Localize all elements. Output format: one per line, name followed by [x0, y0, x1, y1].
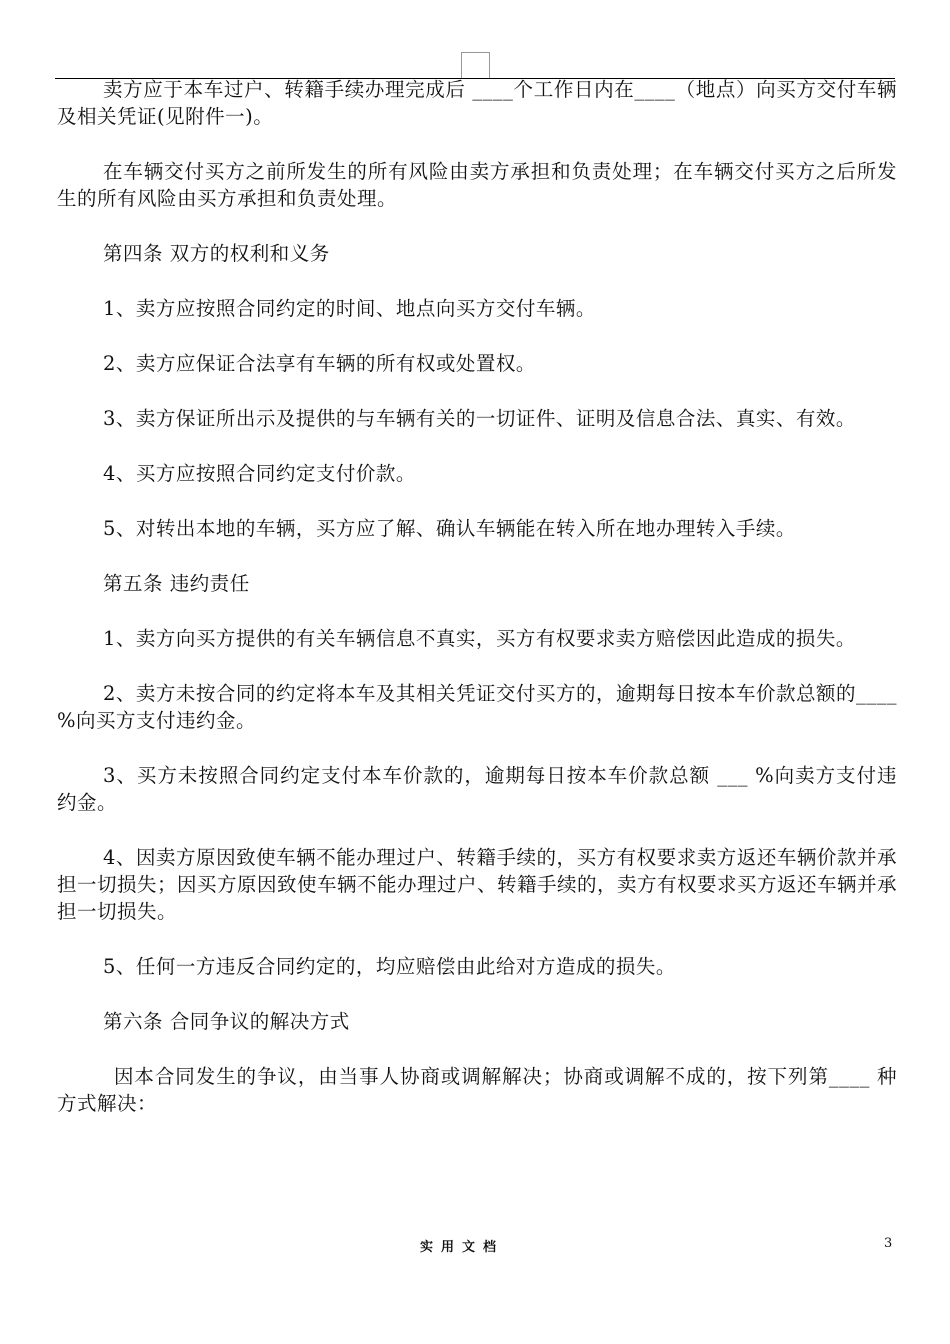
paragraph-dispute: 因本合同发生的争议，由当事人协商或调解解决；协商或调解不成的，按下列第____ 种方式解决： [57, 1065, 897, 1115]
header-box [461, 52, 490, 79]
document-body [57, 76, 897, 1117]
section-heading-article-6: 第六条 合同争议的解决方式 [103, 1010, 350, 1033]
clause-4-2: 2、卖方应保证合法享有车辆的所有权或处置权。 [103, 352, 536, 375]
footer-label: 实用文档 [420, 1240, 505, 1255]
clause-4-3: 3、卖方保证所出示及提供的与车辆有关的一切证件、证明及信息合法、真实、有效。 [103, 407, 856, 430]
clause-4-4: 4、买方应按照合同约定支付价款。 [103, 462, 416, 485]
clause-5-1: 1、卖方向买方提供的有关车辆信息不真实，买方有权要求卖方赔偿因此造成的损失。 [103, 627, 856, 650]
clause-5-2: 2、卖方未按合同的约定将本车及其相关凭证交付买方的，逾期每日按本车价款总额的____ %向买方支付违约金。 [57, 682, 897, 732]
paragraph-risk: 在车辆交付买方之前所发生的所有风险由卖方承担和负责处理；在车辆交付买方之后所发生的所有风险由买方承担和负责处理。 [57, 160, 897, 210]
page-number: 3 [884, 1236, 893, 1251]
clause-5-5: 5、任何一方违反合同约定的，均应赔偿由此给对方造成的损失。 [103, 955, 676, 978]
clause-5-3: 3、买方未按照合同约定支付本车价款的，逾期每日按本车价款总额 ___ %向卖方支付违约金。 [57, 764, 897, 814]
section-heading-article-5: 第五条 违约责任 [103, 572, 250, 595]
section-heading-article-4: 第四条 双方的权利和义务 [103, 242, 330, 265]
paragraph-delivery: 卖方应于本车过户、转籍手续办理完成后 ____个工作日内在____（地点）向买方交付车辆及相关凭证(见附件一)。 [57, 78, 897, 128]
clause-4-5: 5、对转出本地的车辆，买方应了解、确认车辆能在转入所在地办理转入手续。 [103, 517, 796, 540]
clause-4-1: 1、卖方应按照合同约定的时间、地点向买方交付车辆。 [103, 297, 596, 320]
clause-5-4: 4、因卖方原因致使车辆不能办理过户、转籍手续的，买方有权要求卖方返还车辆价款并承担一切损失；因买方原因致使车辆不能办理过户、转籍手续的，卖方有权要求买方返还车辆并承担一切损失。 [57, 846, 898, 923]
